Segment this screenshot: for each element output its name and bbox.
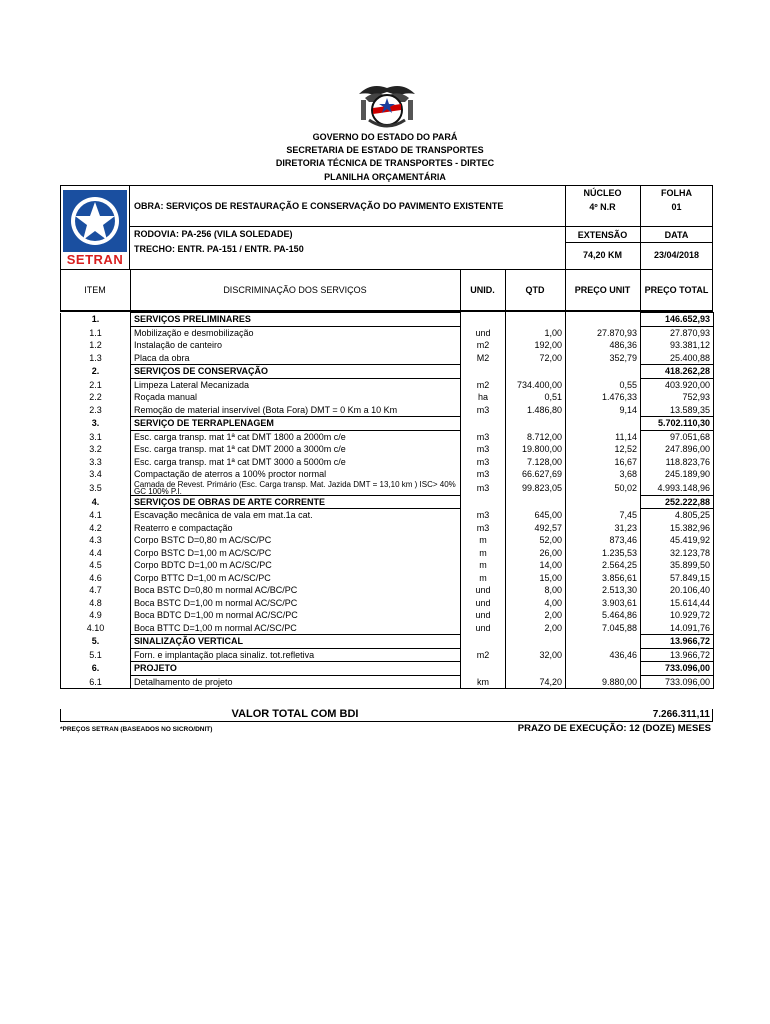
cell-qty: 7.128,00	[506, 456, 566, 469]
cell-item: 4.10	[61, 622, 131, 635]
cell-item: 3.2	[61, 443, 131, 456]
cell-unit: und	[461, 597, 506, 610]
cell-total: 13.966,72	[669, 649, 710, 660]
cell-price: 436,46	[566, 648, 641, 662]
cell-price	[566, 495, 641, 509]
price-note: *PREÇOS SETRAN (BASEADOS NO SICRO/DNIT)	[60, 726, 213, 733]
cell-unit: m3	[461, 481, 506, 496]
cell-item: 2.3	[61, 404, 131, 417]
cell-price: 2.513,30	[566, 584, 641, 597]
cell-item: 2.1	[61, 378, 131, 391]
logo-text: SETRAN	[66, 252, 124, 267]
cell-qty: 1,00	[506, 326, 566, 339]
section-row	[61, 417, 714, 431]
cell-unit: m2	[461, 339, 506, 352]
cell-price: 16,67	[566, 456, 641, 469]
cell-qty: 2,00	[506, 609, 566, 622]
table-row	[61, 391, 714, 404]
cell-total: 752,93	[682, 392, 710, 403]
cell-item: 2.	[61, 365, 131, 379]
cell-unit: m3	[461, 509, 506, 522]
header-sheet-title: PLANILHA ORÇAMENTÁRIA	[324, 172, 446, 182]
cell-unit	[461, 635, 506, 649]
cell-total: 45.419,92	[669, 535, 710, 546]
cell-total: 15.614,44	[669, 597, 710, 608]
table-row	[61, 443, 714, 456]
obra-label: OBRA: SERVIÇOS DE RESTAURAÇÃO E CONSERVAÇÃO DO PAVIMENTO EXISTENTE	[134, 201, 504, 211]
cell-desc: SERVIÇOS DE OBRAS DE ARTE CORRENTE	[131, 495, 461, 509]
cell-item: 4.5	[61, 559, 131, 572]
section-row	[61, 495, 714, 509]
cell-unit: und	[461, 584, 506, 597]
cell-desc: Corpo BDTC D=1,00 m AC/SC/PC	[131, 559, 461, 572]
cell-qty: 492,57	[506, 522, 566, 535]
header-directorate: DIRETORIA TÉCNICA DE TRANSPORTES - DIRTEC	[275, 158, 495, 168]
cell-price: 9,14	[566, 404, 641, 417]
nucleo-label: NÚCLEO	[583, 188, 622, 198]
table-row	[61, 481, 714, 496]
col-total: PREÇO TOTAL	[644, 285, 709, 295]
cell-price: 3,68	[566, 468, 641, 481]
cell-desc: Boca BDTC D=1,00 m normal AC/SC/PC	[131, 609, 461, 622]
rodovia-label: RODOVIA: PA-256 (VILA SOLEDADE)	[134, 229, 293, 239]
cell-price: 1.476,33	[566, 391, 641, 404]
cell-unit	[461, 313, 506, 327]
cell-item: 1.	[61, 313, 131, 327]
cell-price: 486,36	[566, 339, 641, 352]
table-row	[61, 468, 714, 481]
cell-desc: Esc. carga transp. mat 1ª cat DMT 3000 a 5000m c/e	[131, 456, 461, 469]
cell-price	[566, 365, 641, 379]
cell-qty: 32,00	[506, 648, 566, 662]
cell-total: 245.189,90	[664, 469, 710, 480]
table-row	[61, 559, 714, 572]
cell-desc: PROJETO	[131, 662, 461, 676]
cell-item: 5.1	[61, 648, 131, 662]
cell-total: 93.381,12	[669, 340, 710, 351]
cell-qty	[506, 495, 566, 509]
table-row	[61, 404, 714, 417]
cell-item: 3.5	[61, 481, 131, 496]
cell-desc: Mobilização e desmobilização	[131, 326, 461, 339]
col-qty: QTD	[525, 285, 545, 295]
execution-deadline: PRAZO DE EXECUÇÃO: 12 (DOZE) MESES	[517, 723, 711, 734]
table-row	[61, 584, 714, 597]
cell-item: 4.4	[61, 547, 131, 560]
cell-total: 97.051,68	[669, 431, 710, 442]
table-row	[61, 648, 714, 662]
cell-price: 1.235,53	[566, 547, 641, 560]
cell-unit	[461, 662, 506, 676]
cell-unit: m	[461, 547, 506, 560]
section-row	[61, 662, 714, 676]
state-emblem-icon	[355, 80, 419, 132]
cell-total: 25.400,88	[669, 352, 710, 363]
section-row	[61, 365, 714, 379]
cell-qty: 8,00	[506, 584, 566, 597]
cell-desc: Esc. carga transp. mat 1ª cat DMT 2000 a 3000m c/e	[131, 443, 461, 456]
cell-unit	[461, 495, 506, 509]
cell-price: 31,23	[566, 522, 641, 535]
cell-total: 15.382,96	[669, 522, 710, 533]
cell-item: 5.	[61, 635, 131, 649]
cell-total: 252.222,88	[641, 495, 714, 509]
cell-item: 4.3	[61, 534, 131, 547]
cell-total: 146.652,93	[641, 313, 714, 327]
cell-qty	[506, 313, 566, 327]
cell-qty: 192,00	[506, 339, 566, 352]
cell-price	[566, 313, 641, 327]
cell-item: 4.1	[61, 509, 131, 522]
nucleo-value: 4º N.R	[589, 202, 616, 212]
table-row	[61, 547, 714, 560]
cell-item: 1.3	[61, 352, 131, 365]
cell-unit: m	[461, 559, 506, 572]
cell-item: 4.8	[61, 597, 131, 610]
cell-desc: Boca BSTC D=0,80 m normal AC/BC/PC	[131, 584, 461, 597]
cell-desc: SERVIÇOS PRELIMINARES	[131, 313, 461, 327]
cell-desc: SINALIZAÇÃO VERTICAL	[131, 635, 461, 649]
cell-item: 4.9	[61, 609, 131, 622]
cell-qty: 0,51	[506, 391, 566, 404]
cell-unit: m	[461, 534, 506, 547]
cell-qty: 8.712,00	[506, 430, 566, 443]
cell-total: 4.993.148,96	[657, 482, 710, 493]
cell-total: 35.899,50	[669, 560, 710, 571]
cell-price: 9.880,00	[566, 675, 641, 689]
table-row	[61, 522, 714, 535]
cell-desc: Corpo BTTC D=1,00 m AC/SC/PC	[131, 572, 461, 585]
cell-qty: 14,00	[506, 559, 566, 572]
cell-item: 1.2	[61, 339, 131, 352]
cell-qty: 4,00	[506, 597, 566, 610]
cell-qty: 99.823,05	[506, 481, 566, 496]
data-value: 23/04/2018	[653, 250, 700, 260]
cell-desc: Compactação de aterros a 100% proctor normal	[131, 468, 461, 481]
total-value: 7.266.311,11	[652, 709, 710, 720]
folha-label: FOLHA	[661, 188, 692, 198]
budget-table	[60, 312, 714, 689]
cell-item: 4.2	[61, 522, 131, 535]
cell-item: 3.1	[61, 430, 131, 443]
cell-item: 1.1	[61, 326, 131, 339]
cell-desc: Remoção de material inservível (Bota Fora) DMT = 0 Km a 10 Km	[131, 404, 461, 417]
cell-unit: und	[461, 622, 506, 635]
cell-total: 27.870,93	[669, 327, 710, 338]
cell-item: 3.	[61, 417, 131, 431]
cell-desc: Instalação de canteiro	[131, 339, 461, 352]
cell-price: 0,55	[566, 378, 641, 391]
star-emblem-icon	[61, 188, 129, 254]
cell-item: 4.	[61, 495, 131, 509]
table-row	[61, 509, 714, 522]
cell-desc: Reaterro e compactação	[131, 522, 461, 535]
cell-item: 3.3	[61, 456, 131, 469]
cell-price: 5.464,86	[566, 609, 641, 622]
cell-qty	[506, 662, 566, 676]
cell-qty	[506, 365, 566, 379]
cell-unit	[461, 365, 506, 379]
cell-item: 3.4	[61, 468, 131, 481]
cell-qty: 734.400,00	[506, 378, 566, 391]
table-row	[61, 534, 714, 547]
cell-item: 6.	[61, 662, 131, 676]
cell-total: 13.589,35	[669, 404, 710, 415]
cell-price: 12,52	[566, 443, 641, 456]
cell-unit: km	[461, 675, 506, 689]
col-price: PREÇO UNIT	[574, 285, 631, 295]
cell-desc: Boca BSTC D=1,00 m normal AC/SC/PC	[131, 597, 461, 610]
cell-total: 418.262,28	[641, 365, 714, 379]
cell-unit: m	[461, 572, 506, 585]
table-row	[61, 326, 714, 339]
cell-unit: m3	[461, 404, 506, 417]
cell-price: 2.564,25	[566, 559, 641, 572]
cell-qty: 2,00	[506, 622, 566, 635]
cell-item: 4.6	[61, 572, 131, 585]
cell-desc: Limpeza Lateral Mecanizada	[131, 378, 461, 391]
cell-unit: m3	[461, 522, 506, 535]
cell-total: 57.849,15	[669, 572, 710, 583]
cell-total: 733.096,00	[641, 662, 714, 676]
cell-total: 32.123,78	[669, 547, 710, 558]
cell-total: 14.091,76	[669, 622, 710, 633]
table-row	[61, 622, 714, 635]
cell-price: 50,02	[566, 481, 641, 496]
cell-unit: und	[461, 609, 506, 622]
cell-total: 247.896,00	[664, 444, 710, 455]
cell-desc: Esc. carga transp. mat 1ª cat DMT 1800 a 2000m c/e	[131, 430, 461, 443]
cell-qty: 645,00	[506, 509, 566, 522]
cell-price	[566, 662, 641, 676]
table-row	[61, 430, 714, 443]
cell-unit: und	[461, 326, 506, 339]
cell-qty: 15,00	[506, 572, 566, 585]
cell-item: 4.7	[61, 584, 131, 597]
cell-total: 4.805,25	[674, 510, 710, 521]
cell-total: 13.966,72	[641, 635, 714, 649]
cell-total: 5.702.110,30	[641, 417, 714, 431]
cell-desc: Forn. e implantação placa sinaliz. tot.refletiva	[131, 648, 461, 662]
cell-qty	[506, 635, 566, 649]
cell-item: 2.2	[61, 391, 131, 404]
cell-qty: 1.486,80	[506, 404, 566, 417]
cell-price: 873,46	[566, 534, 641, 547]
cell-price: 7,45	[566, 509, 641, 522]
cell-desc: SERVIÇO DE TERRAPLENAGEM	[131, 417, 461, 431]
table-row	[61, 456, 714, 469]
section-row	[61, 635, 714, 649]
cell-desc: Corpo BSTC D=0,80 m AC/SC/PC	[131, 534, 461, 547]
cell-total: 118.823,76	[665, 456, 710, 467]
trecho-label: TRECHO: ENTR. PA-151 / ENTR. PA-150	[134, 244, 304, 254]
cell-desc: Boca BTTC D=1,00 m normal AC/SC/PC	[131, 622, 461, 635]
cell-item: 6.1	[61, 675, 131, 689]
extensao-label: EXTENSÃO	[577, 230, 628, 240]
cell-unit: m3	[461, 468, 506, 481]
table-row	[61, 378, 714, 391]
cell-qty	[506, 417, 566, 431]
cell-price: 27.870,93	[566, 326, 641, 339]
cell-total: 10.929,72	[669, 610, 710, 621]
cell-qty: 52,00	[506, 534, 566, 547]
cell-qty: 26,00	[506, 547, 566, 560]
cell-price: 11,14	[566, 430, 641, 443]
col-desc: DISCRIMINAÇÃO DOS SERVIÇOS	[223, 285, 367, 295]
col-item: ITEM	[84, 285, 106, 295]
table-row	[61, 339, 714, 352]
cell-desc: Detalhamento de projeto	[131, 675, 461, 689]
cell-qty: 19.800,00	[506, 443, 566, 456]
cell-price	[566, 635, 641, 649]
folha-value: 01	[671, 202, 682, 212]
header-government: GOVERNO DO ESTADO DO PARÁ	[312, 132, 458, 142]
table-row	[61, 352, 714, 365]
total-label: VALOR TOTAL COM BDI	[231, 708, 359, 720]
cell-desc: Corpo BSTC D=1,00 m AC/SC/PC	[131, 547, 461, 560]
cell-unit	[461, 417, 506, 431]
extensao-value: 74,20 KM	[582, 250, 623, 260]
table-row	[61, 675, 714, 689]
cell-unit: m3	[461, 443, 506, 456]
table-row	[61, 609, 714, 622]
cell-price: 7.045,88	[566, 622, 641, 635]
cell-qty: 74,20	[506, 675, 566, 689]
cell-desc: Camada de Revest. Primário (Esc. Carga transp. Mat. Jazida DMT = 13,10 km ) ISC> 40% GC 100% P.I.	[131, 481, 461, 496]
header-secretariat: SECRETARIA DE ESTADO DE TRANSPORTES	[286, 145, 484, 155]
cell-price: 3.903,61	[566, 597, 641, 610]
cell-price	[566, 417, 641, 431]
section-row	[61, 313, 714, 327]
cell-desc: SERVIÇOS DE CONSERVAÇÃO	[131, 365, 461, 379]
cell-desc: Roçada manual	[131, 391, 461, 404]
cell-price: 3.856,61	[566, 572, 641, 585]
setran-logo	[60, 185, 130, 270]
cell-unit: ha	[461, 391, 506, 404]
cell-total: 403.920,00	[664, 379, 710, 390]
cell-total: 20.106,40	[669, 585, 710, 596]
cell-unit: m2	[461, 648, 506, 662]
cell-unit: m2	[461, 378, 506, 391]
col-unit: UNID.	[470, 285, 495, 295]
cell-price: 352,79	[566, 352, 641, 365]
data-label: DATA	[664, 230, 689, 240]
table-row	[61, 597, 714, 610]
table-row	[61, 572, 714, 585]
cell-total: 733.096,00	[664, 676, 710, 687]
cell-qty: 66.627,69	[506, 468, 566, 481]
cell-desc: Escavação mecânica de vala em mat.1a cat.	[131, 509, 461, 522]
cell-unit: m3	[461, 430, 506, 443]
cell-unit: M2	[461, 352, 506, 365]
cell-unit: m3	[461, 456, 506, 469]
cell-qty: 72,00	[506, 352, 566, 365]
cell-desc: Placa da obra	[131, 352, 461, 365]
